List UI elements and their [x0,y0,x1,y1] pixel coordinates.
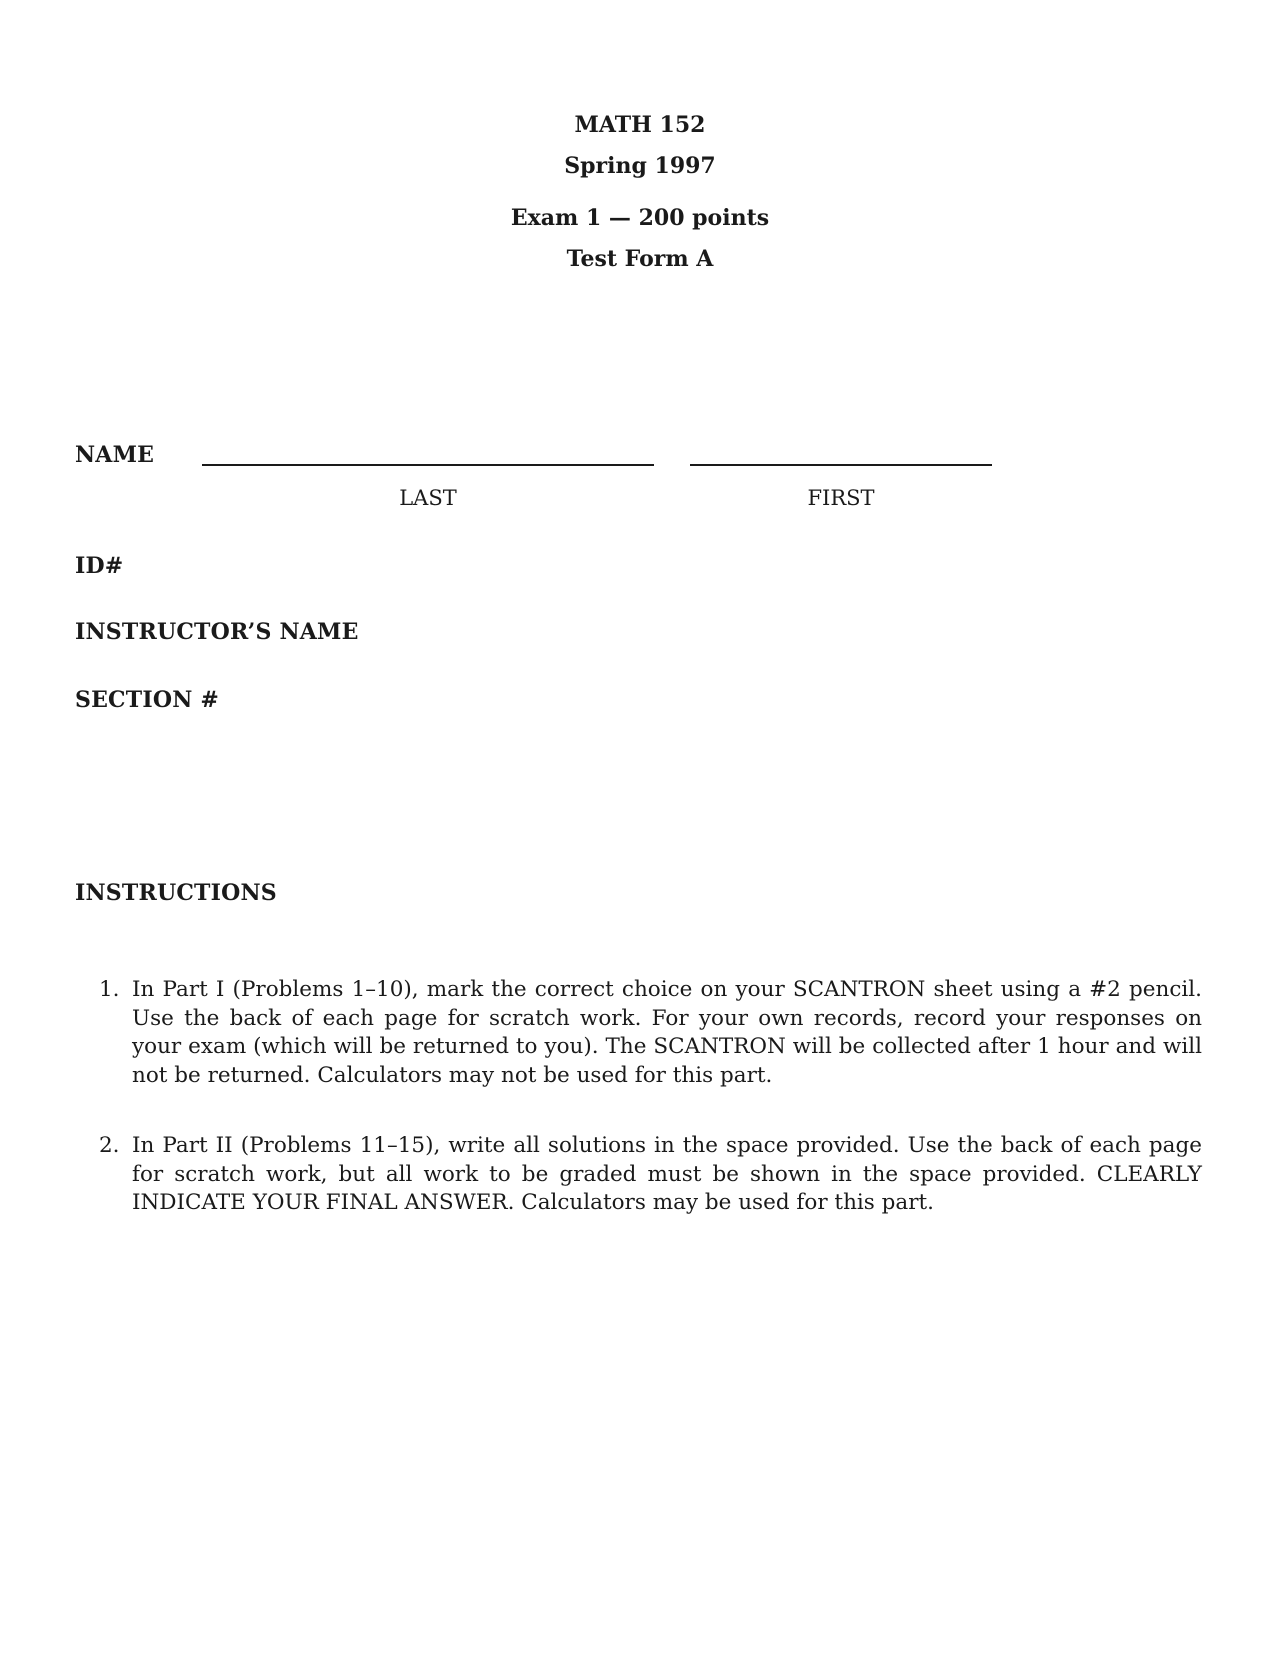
test-form: Test Form A [566,246,714,272]
instruction-text: In Part I (Problems 1–10), mark the correct choice on your SCANTRON sheet using a #2 pencil. Use the back of each page for scratch work. For your own records, record your responses on your exam (which will be returned to you). The SCANTRON will be collected after 1 hour and will not be returned. Calculators may not be used for this part. [132,977,1202,1088]
instruction-number: 2. [99,1133,120,1158]
instruction-item [99,1132,1202,1218]
instruction-text: In Part II (Problems 11–15), write all solutions in the space provided. Use the back of each page for scratch work, but all work to be graded must be shown in the space provided. CLEARLY INDICATE YOUR FINAL ANSWER. Calculators may be used for this part. [132,1133,1202,1215]
first-name-line[interactable] [690,464,992,466]
section-label: SECTION # [75,687,219,713]
instructions-heading: INSTRUCTIONS [75,880,277,906]
name-label: NAME [75,442,155,468]
course-title: MATH 152 [574,112,706,138]
instructor-name-label: INSTRUCTOR’S NAME [75,619,359,645]
id-label: ID# [75,553,124,579]
term: Spring 1997 [564,153,716,179]
instruction-number: 1. [99,977,120,1002]
exam-title: Exam 1 — 200 points [510,205,770,231]
instruction-item [99,976,1202,1090]
first-name-caption: FIRST [807,486,875,510]
last-name-line[interactable] [202,464,654,466]
last-name-caption: LAST [399,486,457,510]
